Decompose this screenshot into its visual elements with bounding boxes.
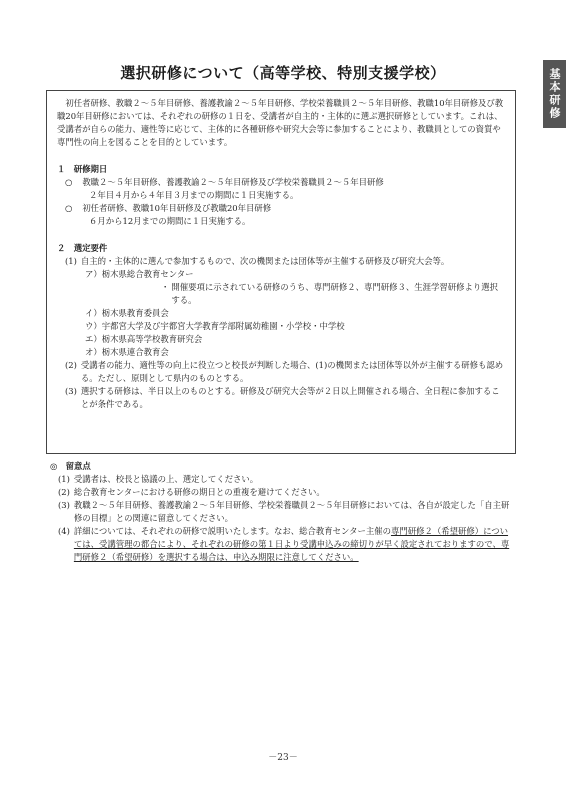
org-mark: イ） [85,308,102,318]
item-number: (1) [58,474,70,484]
item-number: (4) [58,526,70,536]
org-name: 栃木県教育委員会 [101,308,169,318]
requirement-item [57,255,505,268]
org-sub-note-text: 開催要項に示されている研修のうち、専門研修２、専門研修３、生涯学習研修より選択する。 [171,282,498,305]
item-number: (2) [58,487,70,497]
org-mark: エ） [85,334,102,344]
note-text-underlined: 専門研修２（希望研修）については、受講管理の都合により、それぞれの研修の第１日より受講申込みの締切りが早く設定されておりますので、専門研修２（希望研修）を選択する場合は、申込み期限に注意してください。 [73,526,510,562]
period-item-detail: ２年目４月から４年目３月までの期間に１日実施する。 [89,190,299,200]
dot-bullet-icon: ・ [161,282,170,292]
org-item [57,333,505,346]
requirement-text: 受講者の能力、適性等の向上に役立つと校長が判断した場合、(1)の機関または団体等以外が主催する研修も認める。ただし、原則として県内のものとする。 [80,360,504,383]
org-item [57,268,505,281]
period-heading: １ 研修期日 [57,164,108,174]
org-item [57,346,505,359]
org-mark: ウ） [85,321,102,331]
item-number: (1) [65,256,77,266]
item-number: (3) [65,386,77,396]
section-tab: 基本研修 [543,60,566,128]
page-title: 選択研修について（高等学校、特別支援学校） [120,64,446,82]
circle-bullet-icon: ○ [65,177,73,187]
note-text: 教職２～５年目研修、養護教諭２～５年目研修、学校栄養職員２～５年目研修においては、各自が設定した「自主研修の目標」との関連に留意してください。 [73,500,510,523]
notes-heading: ◎ 留意点 [50,461,91,471]
org-name: 栃木県連合教育会 [101,347,169,357]
period-item-text: 初任者研修、教職10年目研修及び教職20年目研修 [82,203,272,213]
requirement-item [57,359,505,385]
org-mark: ア） [85,269,102,279]
org-mark: オ） [85,347,102,357]
note-text-plain: 詳細については、それぞれの研修で説明いたします。なお、総合教育センター主催の [73,526,391,536]
org-sub-note [57,281,505,307]
requirement-text: 自主的・主体的に選んで参加するもので、次の機関または団体等が主催する研修及び研究大会等。 [80,256,450,266]
requirement-text: 選択する研修は、半日以上のものとする。研修及び研究大会等が２日以上開催される場合、全日程に参加することが条件である。 [80,386,500,409]
org-name: 栃木県高等学校教育研究会 [101,334,203,344]
intro-paragraph: 初任者研修、教職２～５年目研修、養護教諭２～５年目研修、学校栄養職員２～５年目研修、教職10年目研修及び教職20年目研修においては、それぞれの研修の１日を、受講者が自主的・主体的に選ぶ選択研修としています。これは、受講者が自らの能力、適性等に応じて、主体的に各種研修や研究大会等に参加することにより、教職員としての資質や専門性の向上を図ることを目的としています。 [57,98,504,147]
org-item [57,307,505,320]
notes-section [50,460,516,564]
note-text: 総合教育センターにおける研修の期日との重複を避けてください。 [73,487,325,497]
requirement-item [57,385,505,411]
org-name: 栃木県総合教育センター [101,269,194,279]
note-item [50,473,516,486]
period-item [57,176,505,189]
org-name: 宇都宮大学及び宇都宮大学教育学部附属幼稚園・小学校・中学校 [101,321,345,331]
note-item [50,486,516,499]
period-item-detail: ６月から12月までの期間に１日実施する。 [89,216,251,226]
note-item [50,525,516,564]
item-number: (3) [58,500,70,510]
period-item-text: 教職２～５年目研修、養護教諭２～５年目研修及び学校栄養職員２～５年目研修 [82,177,384,187]
note-text [70,525,516,564]
content-box [46,90,516,454]
circle-bullet-icon: ○ [65,203,73,213]
period-item [57,202,505,215]
requirements-heading: ２ 選定要件 [57,243,108,253]
note-text: 受講者は、校長と協議の上、選定してください。 [73,474,259,484]
org-item [57,320,505,333]
note-item [50,499,516,525]
page-number: －23－ [268,753,298,763]
item-number: (2) [65,360,77,370]
